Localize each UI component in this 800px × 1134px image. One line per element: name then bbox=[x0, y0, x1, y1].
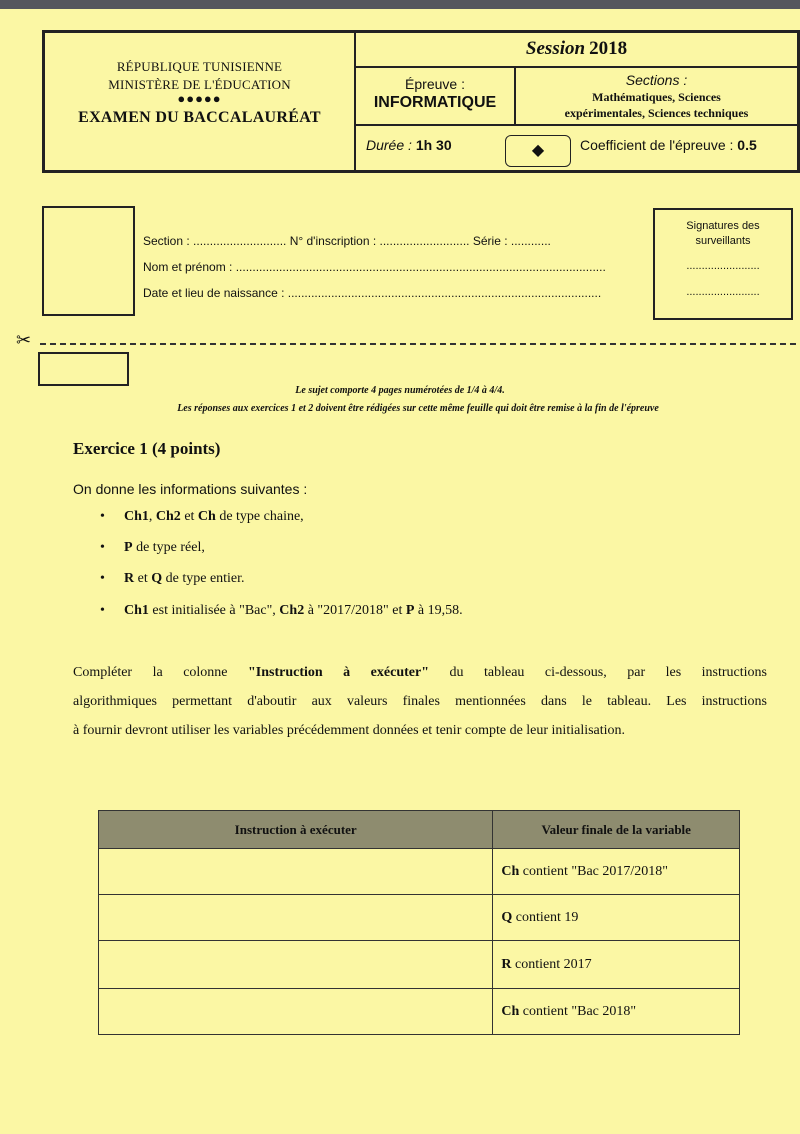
table-row bbox=[99, 849, 740, 895]
bullet-text: de type réel, bbox=[132, 540, 205, 555]
bullet-text: est initialisée à "Bac", bbox=[148, 603, 280, 618]
viewer-top-bar bbox=[0, 0, 800, 9]
var-name: Ch2 bbox=[155, 509, 181, 524]
signature-line-1: ........................ bbox=[686, 260, 760, 272]
bullet-dot: • bbox=[100, 540, 105, 555]
paragraph-line-2: algorithmiques permettant d'aboutir aux valeurs finales mentionnées dans le tableau. Les instructions bbox=[73, 694, 767, 709]
var-name: P bbox=[405, 603, 415, 618]
var-name: Q bbox=[151, 571, 163, 586]
var-name: P bbox=[124, 540, 133, 555]
exercise-title: Exercice 1 (4 points) bbox=[73, 439, 221, 458]
dots-ornament: ●●●●● bbox=[177, 91, 222, 106]
paragraph-line-3: à fournir devront utiliser les variables précédemment données et tenir compte de leur initialisation. bbox=[73, 723, 626, 738]
answers-note: Les réponses aux exercices 1 et 2 doivent être rédigées sur cette même feuille qui doit être remise à la fin de l'épreuve bbox=[177, 403, 659, 414]
para-bold: "Instruction à exécuter" bbox=[248, 665, 429, 680]
value-text: contient "Bac 2018" bbox=[519, 1003, 637, 1019]
instruction-cell[interactable] bbox=[99, 849, 493, 895]
signatures-label-2: surveillants bbox=[695, 235, 751, 247]
section-field[interactable]: Section : ............................ N° d'inscription : ........................... Série : ............ bbox=[143, 234, 551, 248]
pages-note: Le sujet comporte 4 pages numérotées de 1/4 à 4/4. bbox=[295, 385, 505, 396]
paragraph-line-1 bbox=[73, 665, 767, 681]
session-year: 2018 bbox=[589, 38, 628, 59]
sections-value-2: expérimentales, Sciences techniques bbox=[564, 106, 749, 120]
cut-line bbox=[40, 343, 796, 345]
bullet-dot: • bbox=[100, 603, 105, 618]
col-header-value: Valeur finale de la variable bbox=[493, 811, 740, 849]
session-label: Session bbox=[525, 38, 586, 59]
value-text: contient 19 bbox=[512, 909, 579, 925]
instruction-cell[interactable] bbox=[99, 989, 493, 1035]
value-text: contient 2017 bbox=[511, 956, 592, 972]
para-text: du tableau ci-dessous, par les instructions bbox=[428, 665, 767, 680]
bullet-dot: • bbox=[100, 509, 105, 524]
col-header-instruction: Instruction à exécuter bbox=[99, 811, 493, 849]
naissance-field[interactable]: Date et lieu de naissance : .............................................................................................. bbox=[143, 286, 602, 300]
var-name: Ch1 bbox=[124, 509, 149, 524]
signatures-box bbox=[653, 208, 793, 320]
exercise-intro: On donne les informations suivantes : bbox=[73, 481, 308, 497]
epreuve-value: INFORMATIQUE bbox=[373, 94, 497, 111]
exam-header-box bbox=[42, 30, 800, 173]
session-row bbox=[356, 33, 797, 68]
var-name: Ch bbox=[501, 863, 520, 879]
bullet-text: à 19,58. bbox=[414, 603, 463, 618]
sections-label: Sections : bbox=[625, 72, 688, 88]
value-cell bbox=[493, 989, 740, 1035]
var-name: Ch bbox=[501, 1003, 520, 1019]
signatures-label-1: Signatures des bbox=[686, 220, 760, 232]
var-name: R bbox=[124, 571, 135, 586]
sections-value-1: Mathématiques, Sciences bbox=[592, 90, 721, 104]
republic-label: RÉPUBLIQUE TUNISIENNE bbox=[116, 59, 283, 74]
var-name: Ch bbox=[197, 509, 216, 524]
instruction-cell[interactable] bbox=[99, 941, 493, 989]
header-left-panel bbox=[45, 33, 356, 170]
diamond-box bbox=[505, 135, 571, 167]
diamond-icon: ◆ bbox=[531, 142, 545, 159]
value-cell bbox=[493, 941, 740, 989]
epreuve-label: Épreuve : bbox=[405, 76, 465, 92]
var-name: Ch2 bbox=[279, 603, 305, 618]
bullet-text: de type entier. bbox=[162, 571, 245, 586]
table-row bbox=[99, 895, 740, 941]
ministry-label: MINISTÈRE DE L'ÉDUCATION bbox=[108, 77, 291, 92]
table-row bbox=[99, 941, 740, 989]
bullet-text: et bbox=[180, 509, 198, 524]
coef-label: Coefficient de l'épreuve : bbox=[580, 137, 734, 153]
bullet-text: de type chaine, bbox=[215, 509, 304, 524]
exam-title: EXAMEN DU BACCALAURÉAT bbox=[78, 109, 321, 126]
bullet-text: et bbox=[134, 571, 152, 586]
sections-cell bbox=[516, 66, 797, 126]
instructions-table bbox=[98, 810, 740, 1035]
photo-box bbox=[42, 206, 135, 316]
value-cell bbox=[493, 849, 740, 895]
var-name: Q bbox=[501, 909, 513, 925]
instruction-cell[interactable] bbox=[99, 895, 493, 941]
var-name: Ch1 bbox=[124, 603, 149, 618]
code-box bbox=[38, 352, 129, 386]
scissors-icon: ✂ bbox=[16, 330, 32, 350]
signature-line-2: ........................ bbox=[686, 286, 760, 298]
table-header-row bbox=[99, 811, 740, 849]
bullet-text: , bbox=[148, 509, 156, 524]
var-name: R bbox=[501, 956, 512, 972]
duree-label: Durée : bbox=[366, 137, 412, 153]
epreuve-cell bbox=[356, 66, 516, 126]
duree bbox=[366, 137, 452, 153]
bullet-text: à "2017/2018" et bbox=[304, 603, 406, 618]
table-row bbox=[99, 989, 740, 1035]
value-text: contient "Bac 2017/2018" bbox=[519, 863, 668, 879]
para-text: Compléter la colonne bbox=[73, 665, 249, 680]
coef-value: 0.5 bbox=[737, 137, 757, 153]
nom-field[interactable]: Nom et prénom : ............................................................................................................... bbox=[143, 260, 606, 274]
duree-value: 1h 30 bbox=[415, 137, 452, 153]
value-cell bbox=[493, 895, 740, 941]
header-right-panel bbox=[356, 33, 797, 170]
coefficient bbox=[580, 137, 757, 153]
bullet-dot: • bbox=[100, 571, 105, 586]
